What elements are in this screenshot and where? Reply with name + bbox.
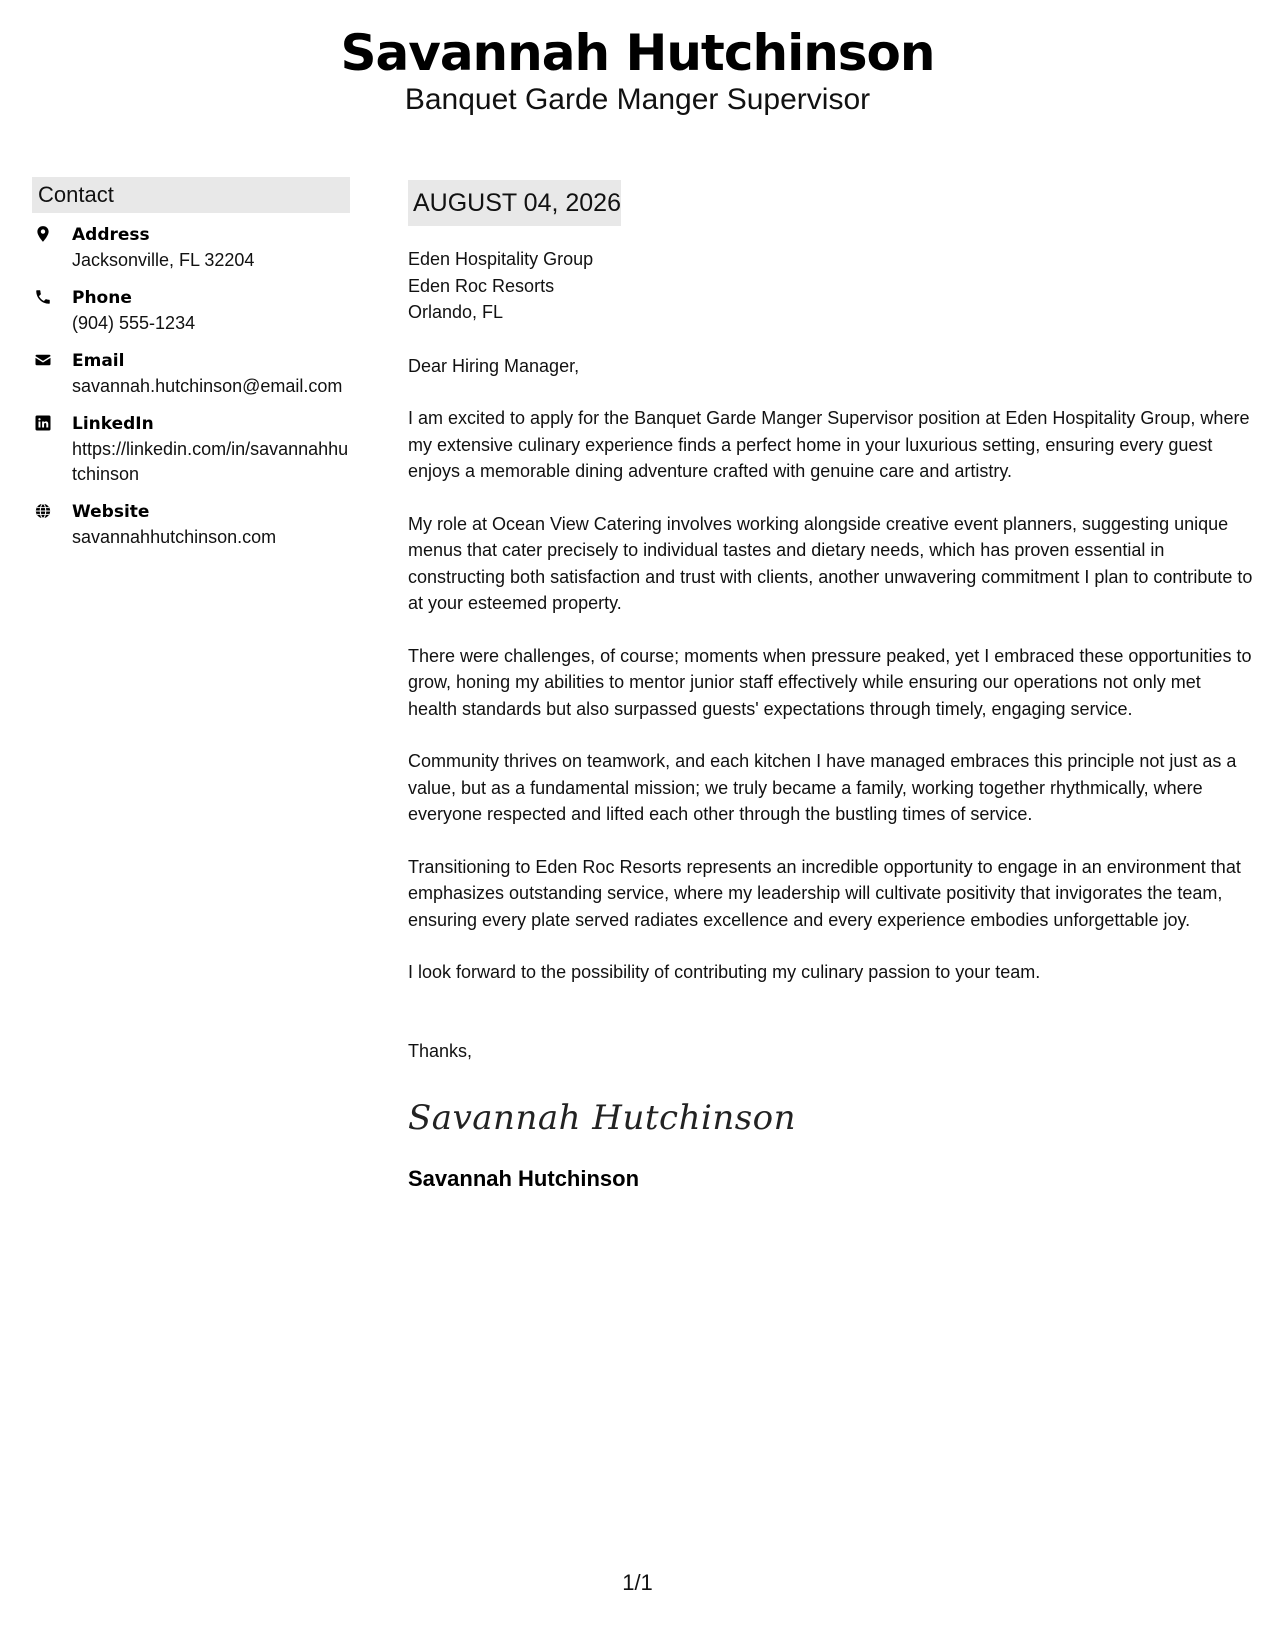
signed-name: Savannah Hutchinson bbox=[408, 1166, 640, 1191]
contact-label: Email bbox=[72, 351, 125, 371]
letter-body bbox=[408, 180, 1253, 1194]
salutation: Dear Hiring Manager, bbox=[408, 355, 580, 376]
contact-label: Address bbox=[72, 225, 150, 245]
letter-paragraph: I look forward to the possibility of contributing my culinary passion to your team. bbox=[408, 962, 1041, 982]
contact-list bbox=[32, 223, 350, 550]
letter-paragraph: I am excited to apply for the Banquet Garde Manger Supervisor position at Eden Hospitality Group, where my extensive culinary experience finds a perfect home in your luxurious setting, ensuring every guest enjoys a memorable dining adventure crafted with genuine care and artistry. bbox=[408, 408, 1250, 481]
contact-email bbox=[32, 349, 350, 399]
handwritten-signature: Savannah Hutchinson bbox=[408, 1098, 797, 1138]
letter-paragraph: Community thrives on teamwork, and each kitchen I have managed embraces this principle not just as a value, but as a fundamental mission; we truly became a family, working together rhythmically, where everyone respected and lifted each other through the bustling times of service. bbox=[408, 751, 1237, 824]
recipient-line: Eden Roc Resorts bbox=[408, 275, 555, 296]
recipient-line: Eden Hospitality Group bbox=[408, 249, 594, 269]
contact-value: savannah.hutchinson@email.com bbox=[72, 376, 343, 396]
letter-paragraph: Transitioning to Eden Roc Resorts represents an incredible opportunity to engage in an environment that emphasizes outstanding service, where my leadership will cultivate positivity that invigorates the team, ensuring every plate served radiates excellence and every experience embodies unforgettable joy. bbox=[408, 856, 1241, 930]
letter-paragraph: There were challenges, of course; moments when pressure peaked, yet I embraced these opportunities to grow, honing my abilities to mentor junior staff effectively while ensuring our operations not only met health standards but also surpassed guests' expectations through timely, engaging service. bbox=[408, 645, 1252, 719]
contact-linkedin bbox=[32, 412, 350, 487]
letter-date: AUGUST 04, 2026 bbox=[408, 180, 621, 226]
contact-value: Jacksonville, FL 32204 bbox=[72, 250, 255, 270]
contact-website bbox=[32, 500, 350, 550]
contact-label: Website bbox=[72, 502, 150, 522]
phone-icon bbox=[32, 286, 72, 336]
contact-label: Phone bbox=[72, 288, 132, 308]
contact-label: LinkedIn bbox=[72, 414, 154, 434]
letter-header bbox=[0, 22, 1275, 118]
applicant-title: Banquet Garde Manger Supervisor bbox=[404, 83, 871, 116]
contact-value: savannahhutchinson.com bbox=[72, 527, 277, 547]
contact-value: https://linkedin.com/in/savannahhutchinson bbox=[72, 439, 349, 484]
page-number: 1/1 bbox=[622, 1570, 653, 1595]
letter-paragraph: My role at Ocean View Catering involves working alongside creative event planners, suggesting unique menus that cater precisely to individual tastes and dietary needs, which has proven essential in constructing both satisfaction and trust with clients, another unwavering commitment I plan to contribute to at your esteemed property. bbox=[408, 513, 1253, 613]
contact-sidebar bbox=[32, 177, 350, 563]
envelope-icon bbox=[32, 349, 72, 399]
applicant-name: Savannah Hutchinson bbox=[340, 24, 935, 82]
recipient-line: Orlando, FL bbox=[408, 302, 504, 322]
contact-value: (904) 555-1234 bbox=[72, 313, 196, 333]
recipient-block bbox=[408, 246, 1253, 326]
linkedin-icon bbox=[32, 412, 72, 487]
location-pin-icon bbox=[32, 223, 72, 273]
contact-address bbox=[32, 223, 350, 273]
contact-phone bbox=[32, 286, 350, 336]
contact-section-title: Contact bbox=[32, 177, 350, 213]
closing: Thanks, bbox=[408, 1040, 473, 1061]
globe-icon bbox=[32, 500, 72, 550]
